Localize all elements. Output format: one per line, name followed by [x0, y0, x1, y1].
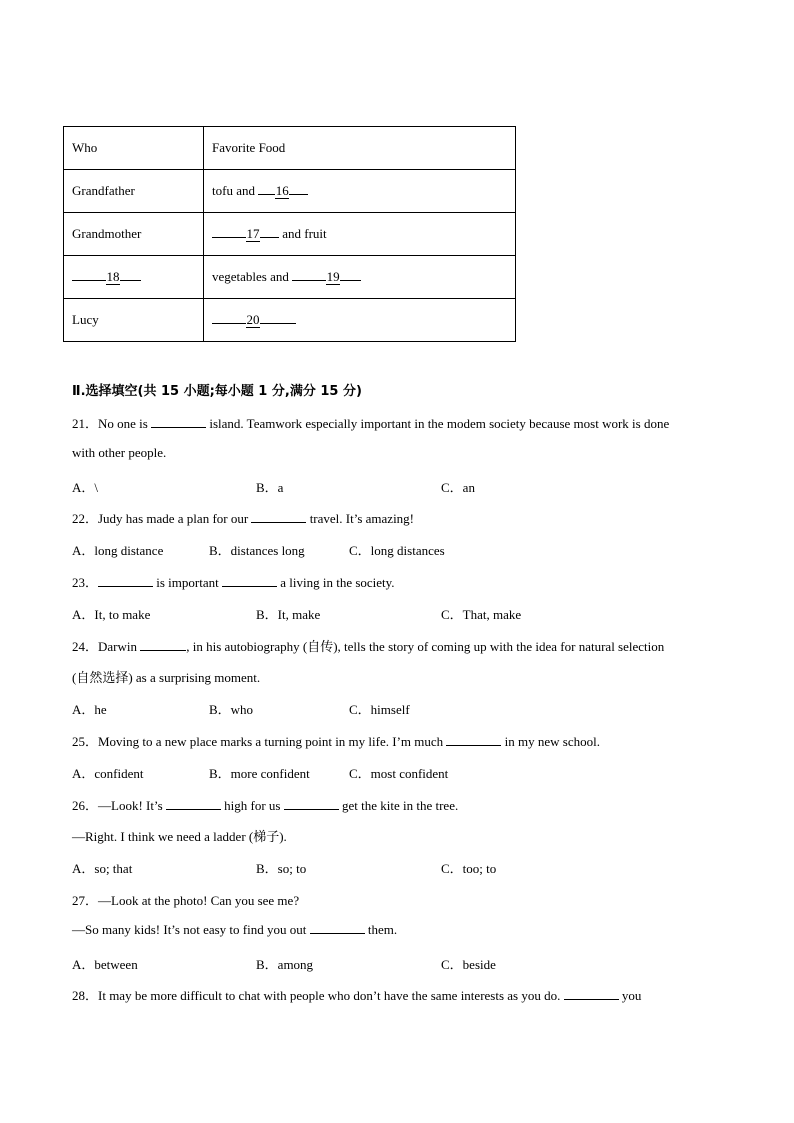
cell-who: Lucy [64, 299, 204, 342]
answer-blank [310, 922, 365, 934]
option-b: B．distances long [209, 543, 305, 558]
table-row [64, 256, 516, 299]
option-a: A．so; that [72, 861, 133, 876]
answer-blank [251, 511, 306, 523]
blank-number-20: 20 [246, 312, 260, 327]
question-text: 28．It may be more difficult to chat with people who don’t have the same interests as you do. [72, 988, 564, 1003]
option-b: B．a [256, 480, 284, 495]
option-b: B．among [256, 957, 314, 972]
answer-blank [284, 798, 339, 810]
blank-number-16: 16 [275, 183, 289, 198]
question-25 [72, 731, 600, 750]
food-text: tofu and [212, 183, 259, 198]
cell-food [204, 170, 516, 213]
blank-number-18: 18 [106, 269, 120, 284]
blank-line [258, 194, 275, 195]
option-c: C．an [441, 480, 475, 495]
option-c: C．most confident [349, 766, 449, 781]
option-a: A．he [72, 702, 107, 717]
blank-line [260, 323, 296, 324]
food-text: vegetables and [212, 269, 293, 284]
question-text: you [618, 988, 642, 1003]
question-24-continued: (自然选择) as a surprising moment. [72, 670, 261, 685]
cell-food [204, 256, 516, 299]
question-27-continued [72, 922, 397, 938]
cell-who: Grandfather [64, 170, 204, 213]
question-text: 25．Moving to a new place marks a turning point in my life. I’m much [72, 734, 447, 749]
question-text: 22．Judy has made a plan for our [72, 511, 252, 526]
question-text: them. [364, 922, 398, 937]
option-b: B．who [209, 702, 254, 717]
question-text: 23． [72, 575, 99, 590]
question-26-continued: —Right. I think we need a ladder (梯子). [72, 829, 287, 844]
question-text: , in his autobiography (自传), tells the story of coming up with the idea for natural selection [186, 639, 665, 654]
option-a: A．between [72, 957, 138, 972]
question-text: a living in the society. [276, 575, 395, 590]
question-21 [72, 413, 669, 432]
answer-blank [140, 639, 186, 651]
cell-who [64, 256, 204, 299]
question-22 [72, 508, 414, 527]
blank-number-17: 17 [246, 226, 260, 241]
question-text: high for us [220, 798, 284, 813]
blank-number-19: 19 [326, 269, 340, 284]
blank-line [212, 237, 246, 238]
blank-line [260, 237, 279, 238]
option-a: A．\ [72, 480, 99, 495]
question-text: 26．—Look! It’s [72, 798, 166, 813]
question-21-continued: with other people. [72, 445, 167, 460]
section-title: Ⅱ.选择填空(共 15 小题;每小题 1 分,满分 15 分) [72, 384, 362, 399]
answer-blank [166, 798, 221, 810]
table-header-row [64, 127, 516, 170]
blank-line [289, 194, 308, 195]
answer-blank [564, 988, 619, 1000]
blank-line [120, 280, 141, 281]
table-row [64, 213, 516, 256]
question-28 [72, 985, 641, 1004]
question-24 [72, 636, 664, 655]
cell-food [204, 213, 516, 256]
question-text: is important [153, 575, 222, 590]
blank-line [72, 280, 106, 281]
option-a: A．It, to make [72, 607, 151, 622]
option-c: C．too; to [441, 861, 497, 876]
option-c: C．long distances [349, 543, 445, 558]
option-c: C．beside [441, 957, 496, 972]
option-c: C．That, make [441, 607, 522, 622]
table-row [64, 170, 516, 213]
question-23 [72, 572, 395, 591]
answer-blank [446, 734, 501, 746]
question-text: travel. It’s amazing! [306, 511, 415, 526]
option-a: A．long distance [72, 543, 164, 558]
question-text: get the kite in the tree. [338, 798, 459, 813]
option-c: C．himself [349, 702, 410, 717]
question-text: 21．No one is [72, 416, 152, 431]
blank-line [340, 280, 361, 281]
cell-food [204, 299, 516, 342]
option-a: A．confident [72, 766, 144, 781]
table-row [64, 299, 516, 342]
blank-line [292, 280, 326, 281]
blank-line [212, 323, 246, 324]
header-who: Who [64, 127, 204, 170]
question-text: island. Teamwork especially important in the modem society because most work is done [206, 416, 670, 431]
option-b: B．It, make [256, 607, 321, 622]
answer-blank [151, 416, 206, 428]
question-text: —So many kids! It’s not easy to find you out [72, 922, 310, 937]
food-text: and fruit [279, 226, 327, 241]
option-b: B．so; to [256, 861, 307, 876]
question-text: 24．Darwin [72, 639, 141, 654]
answer-blank [222, 575, 277, 587]
option-b: B．more confident [209, 766, 310, 781]
question-27: 27．—Look at the photo! Can you see me? [72, 893, 300, 908]
question-26 [72, 795, 458, 814]
question-text: in my new school. [501, 734, 600, 749]
favorite-food-table [63, 126, 516, 342]
cell-who: Grandmother [64, 213, 204, 256]
header-favorite-food: Favorite Food [204, 127, 516, 170]
answer-blank [98, 575, 153, 587]
